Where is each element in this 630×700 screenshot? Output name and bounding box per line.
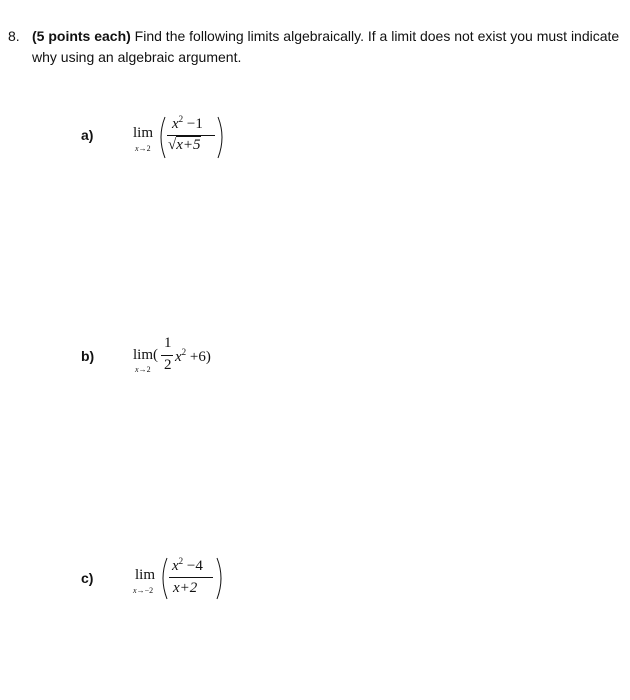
- denominator-c: x+2: [173, 580, 198, 596]
- part-c-label: c): [81, 570, 94, 586]
- part-c-expression: [130, 553, 230, 603]
- question-8: [8, 26, 620, 68]
- fraction-bar-b: [161, 355, 173, 356]
- denominator-b: 2: [164, 357, 172, 373]
- part-a-expression: [130, 112, 230, 162]
- question-instructions: Find the following limits algebraically. If a limit does not exist you must indicate why using an algebraic argument.: [32, 28, 620, 65]
- fraction-bar-c: [169, 577, 213, 578]
- lim-subscript: x→−2: [133, 586, 154, 595]
- lim-operator: lim(: [133, 347, 158, 363]
- numerator-b: 1: [164, 335, 172, 351]
- lim-subscript: x→2: [135, 365, 151, 374]
- question-number: 8.: [8, 28, 20, 44]
- part-b-expression: [130, 334, 230, 380]
- lim-operator: lim: [135, 567, 156, 583]
- numerator-a: $x^2 -1$: [172, 114, 203, 132]
- term-b: $x^2 +6$): [175, 347, 211, 365]
- part-a-label: a): [81, 127, 94, 143]
- question-text-block: [32, 26, 620, 68]
- part-b-label: b): [81, 348, 95, 364]
- lim-subscript: x→2: [135, 144, 151, 153]
- numerator-c: $x^2 -4$: [172, 556, 203, 574]
- question-points: (5 points each): [32, 28, 131, 44]
- lim-operator: lim: [133, 125, 154, 141]
- denominator-a: √x+5: [168, 137, 201, 153]
